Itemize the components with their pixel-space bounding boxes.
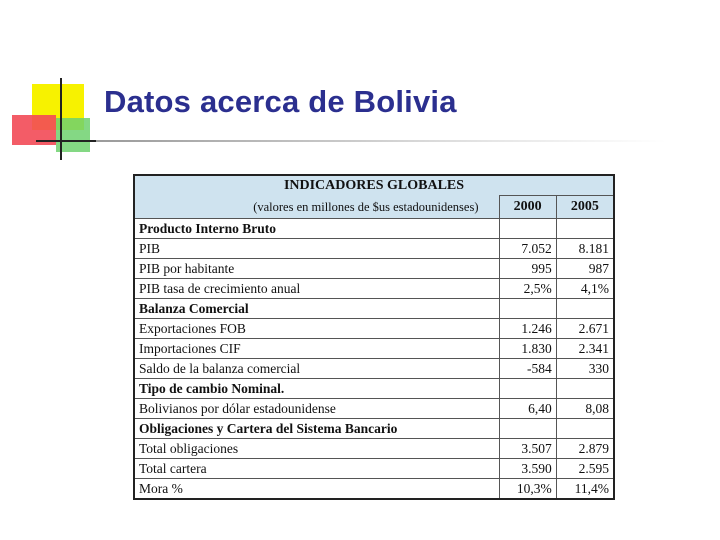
title-underline [96,140,666,142]
value-2005: 2.879 [556,439,614,459]
value-2005: 330 [556,359,614,379]
table-row [134,319,614,339]
table-row [134,279,614,299]
value-2005: 2.595 [556,459,614,479]
row-label: Mora % [134,479,499,500]
table-section-row [134,219,614,239]
row-label: Saldo de la balanza comercial [134,359,499,379]
value-2000: 10,3% [499,479,556,500]
row-label: Total cartera [134,459,499,479]
value-2005 [556,219,614,239]
table-subheading: (valores en millones de $us estadounidenses) [134,196,499,219]
logo-vertical-line [60,78,62,160]
row-label: Producto Interno Bruto [134,219,499,239]
table-section-row [134,299,614,319]
value-2005 [556,419,614,439]
table-row [134,239,614,259]
table-row [134,459,614,479]
row-label: Total obligaciones [134,439,499,459]
row-label: Importaciones CIF [134,339,499,359]
year-header-2005: 2005 [556,196,614,219]
value-2000: 2,5% [499,279,556,299]
row-label: Obligaciones y Cartera del Sistema Bancario [134,419,499,439]
value-2005: 2.341 [556,339,614,359]
value-2005: 987 [556,259,614,279]
table-row [134,339,614,359]
value-2000 [499,299,556,319]
indicators-table [133,174,615,500]
value-2005: 4,1% [556,279,614,299]
logo-horizontal-line [36,140,100,142]
table-heading-row [134,175,614,196]
table-row [134,439,614,459]
row-label: PIB [134,239,499,259]
value-2000: 1.830 [499,339,556,359]
table-heading: INDICADORES GLOBALES [134,175,614,196]
value-2000 [499,219,556,239]
year-header-2000: 2000 [499,196,556,219]
table-section-row [134,419,614,439]
table-body [134,219,614,500]
table-section-row [134,379,614,399]
row-label: PIB por habitante [134,259,499,279]
value-2000 [499,379,556,399]
value-2005: 11,4% [556,479,614,500]
table-row [134,259,614,279]
value-2000: 995 [499,259,556,279]
value-2005: 8,08 [556,399,614,419]
value-2000: 3.507 [499,439,556,459]
row-label: Bolivianos por dólar estadounidense [134,399,499,419]
value-2005: 8.181 [556,239,614,259]
row-label: Balanza Comercial [134,299,499,319]
value-2005 [556,379,614,399]
value-2000: 6,40 [499,399,556,419]
value-2000 [499,419,556,439]
table-row [134,479,614,500]
value-2005: 2.671 [556,319,614,339]
value-2000: 3.590 [499,459,556,479]
value-2000: 1.246 [499,319,556,339]
table-row [134,399,614,419]
table-row [134,359,614,379]
row-label: Exportaciones FOB [134,319,499,339]
value-2000: -584 [499,359,556,379]
slide-title: Datos acerca de Bolivia [104,84,457,119]
row-label: Tipo de cambio Nominal. [134,379,499,399]
value-2000: 7.052 [499,239,556,259]
value-2005 [556,299,614,319]
row-label: PIB tasa de crecimiento anual [134,279,499,299]
table-subheading-row [134,196,614,219]
